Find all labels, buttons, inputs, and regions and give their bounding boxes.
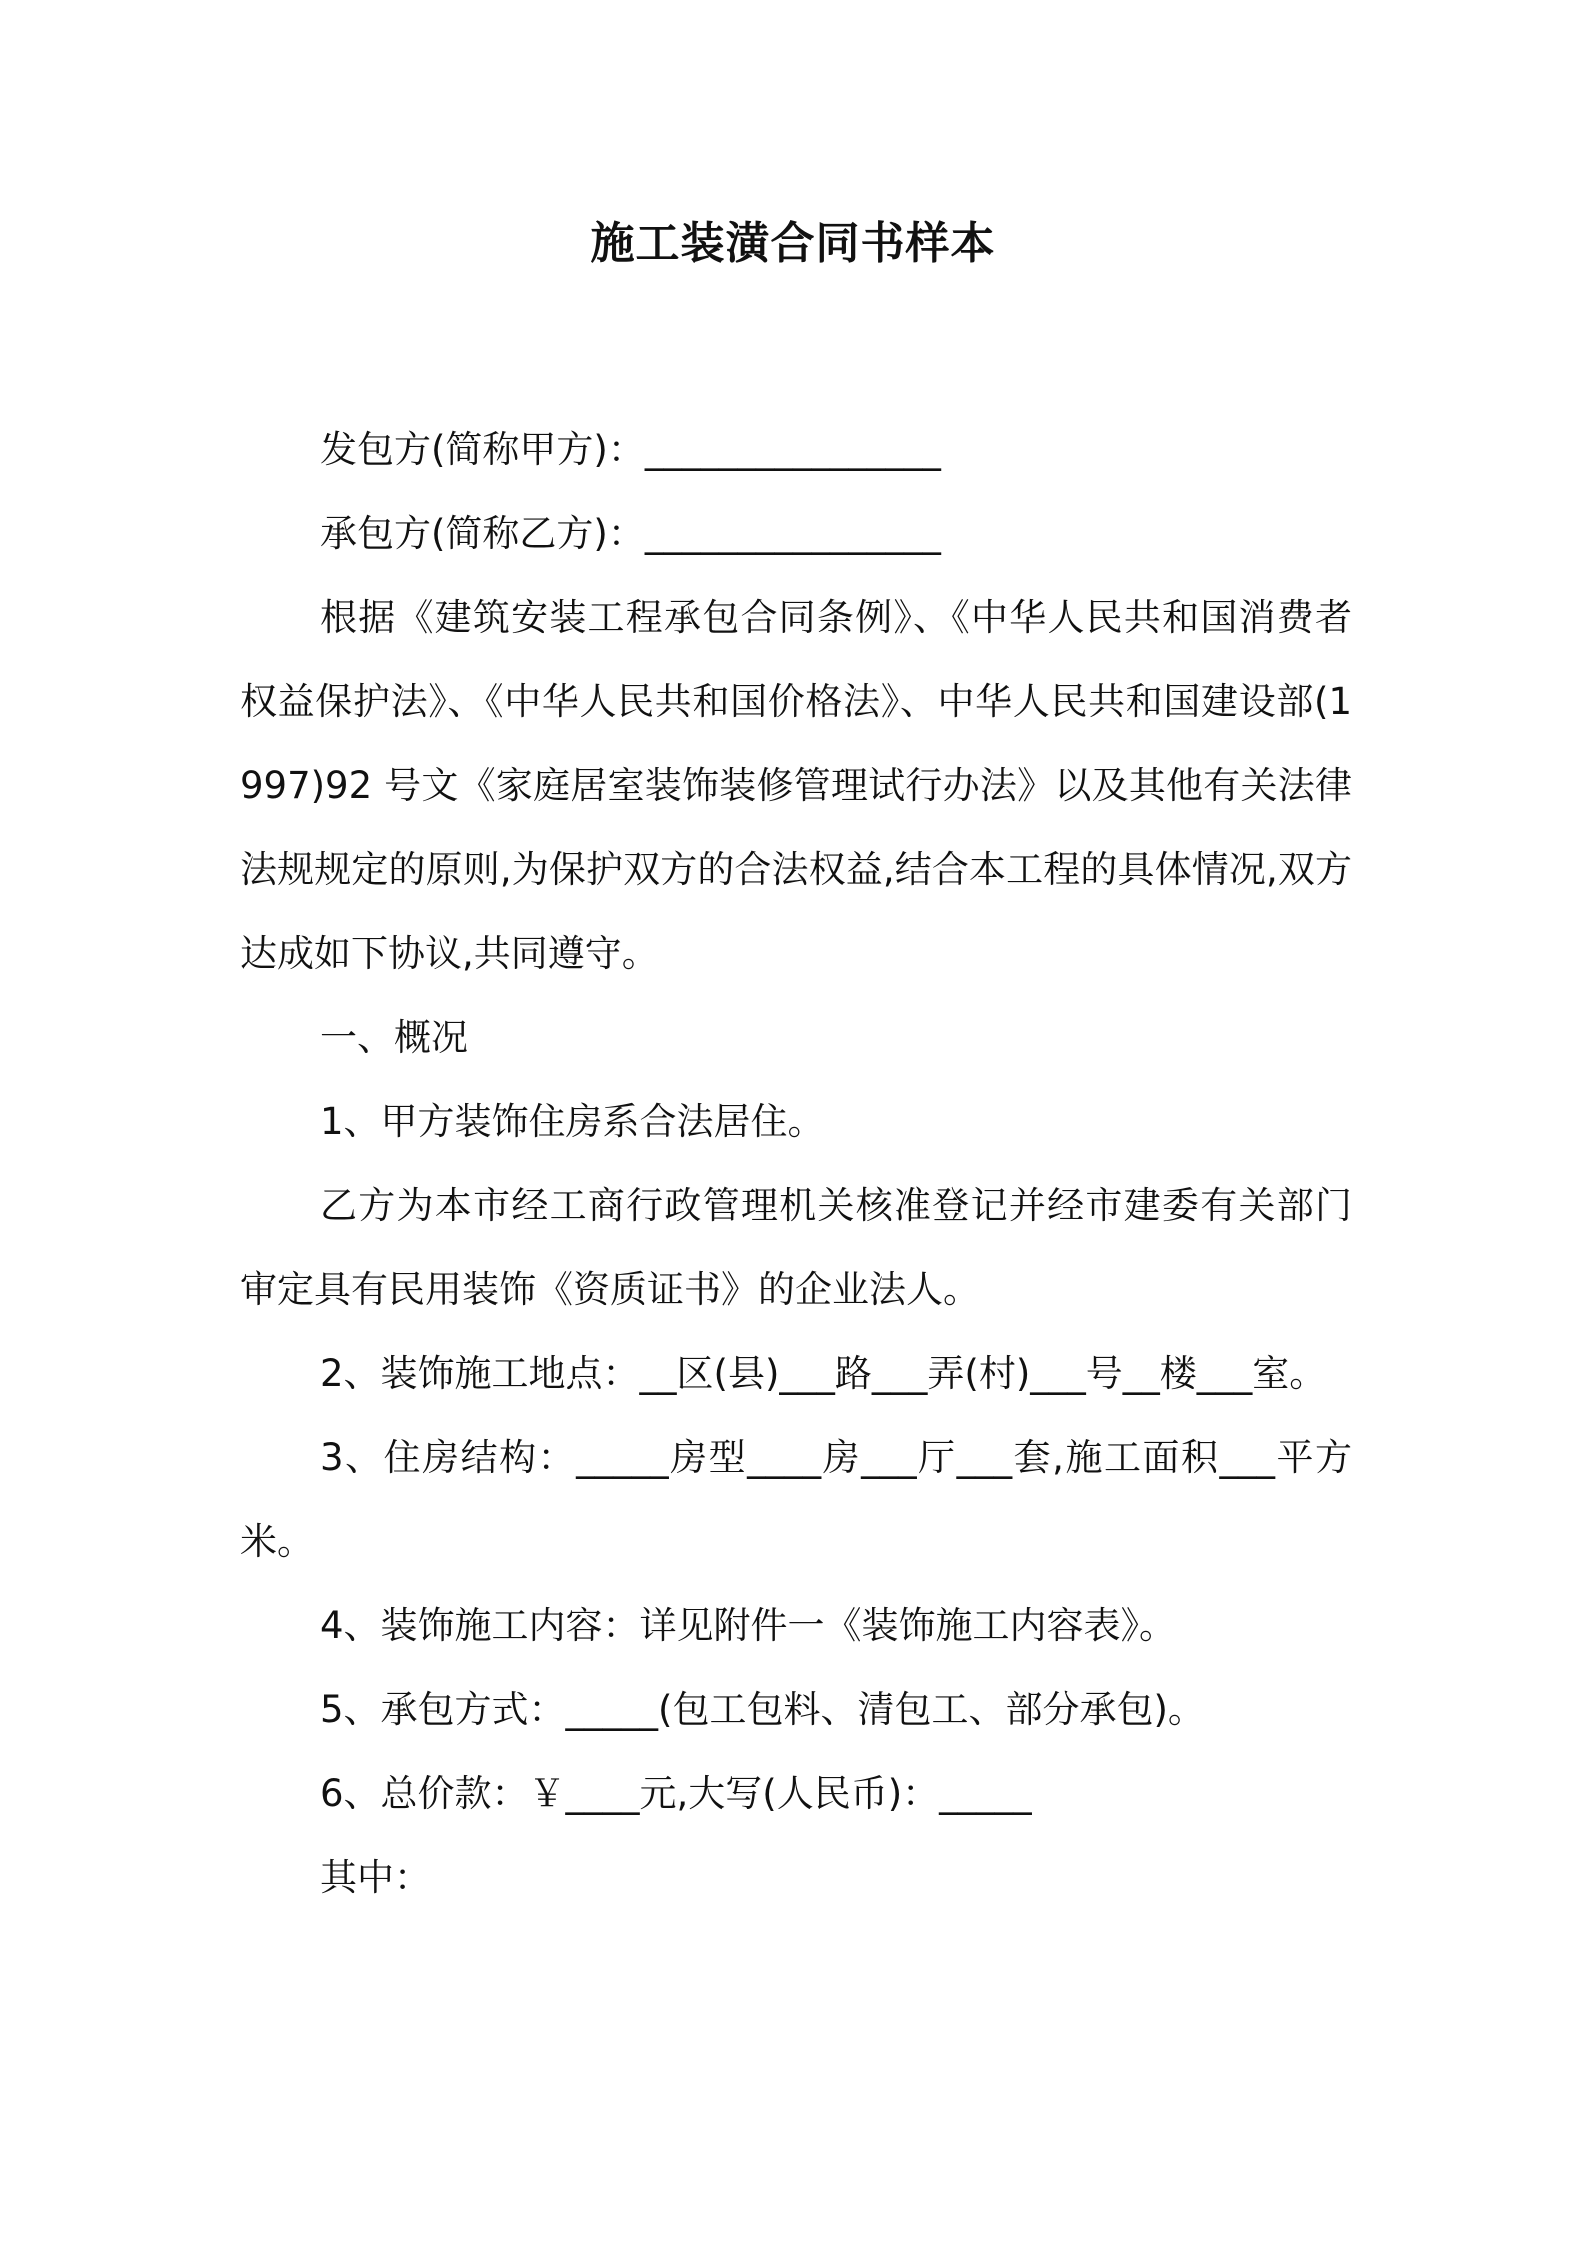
preamble-paragraph: 根据《建筑安装工程承包合同条例》、《中华人民共和国消费者权益保护法》、《中华人民共和国价格法》、中华人民共和国建设部(1997)92 号文《家庭居室装饰装修管理试行办法》以及其他有关法律法规规定的原则,为保护双方的合法权益,结合本工程的具体情况,双方达成如下协议,共同遵守。 (240, 596, 1352, 975)
clause-6-total-price: 6、总价款：￥____元,大写(人民币)：_____ (320, 1772, 1032, 1815)
party-a-line: 发包方(简称甲方)：________________ (320, 428, 941, 471)
clause-2-location: 2、装饰施工地点：__区(县)___路___弄(村)___号__楼___室。 (320, 1352, 1327, 1395)
party-b-line: 承包方(简称乙方)：________________ (320, 512, 941, 555)
document-body (240, 408, 1352, 1920)
clause-3-structure: 3、住房结构：_____房型____房___厅___套,施工面积___平方米。 (240, 1436, 1352, 1563)
clause-5-contract-type: 5、承包方式：_____(包工包料、清包工、部分承包)。 (320, 1688, 1205, 1731)
clause-4-content: 4、装饰施工内容：详见附件一《装饰施工内容表》。 (320, 1604, 1177, 1647)
section-heading-overview: 一、概况 (320, 1016, 468, 1059)
clause-6-breakdown-label: 其中： (320, 1856, 431, 1899)
clause-1: 1、甲方装饰住房系合法居住。 (320, 1100, 825, 1143)
document-title: 施工装潢合同书样本 (590, 218, 996, 269)
clause-1-detail: 乙方为本市经工商行政管理机关核准登记并经市建委有关部门审定具有民用装饰《资质证书》的企业法人。 (240, 1184, 1352, 1311)
